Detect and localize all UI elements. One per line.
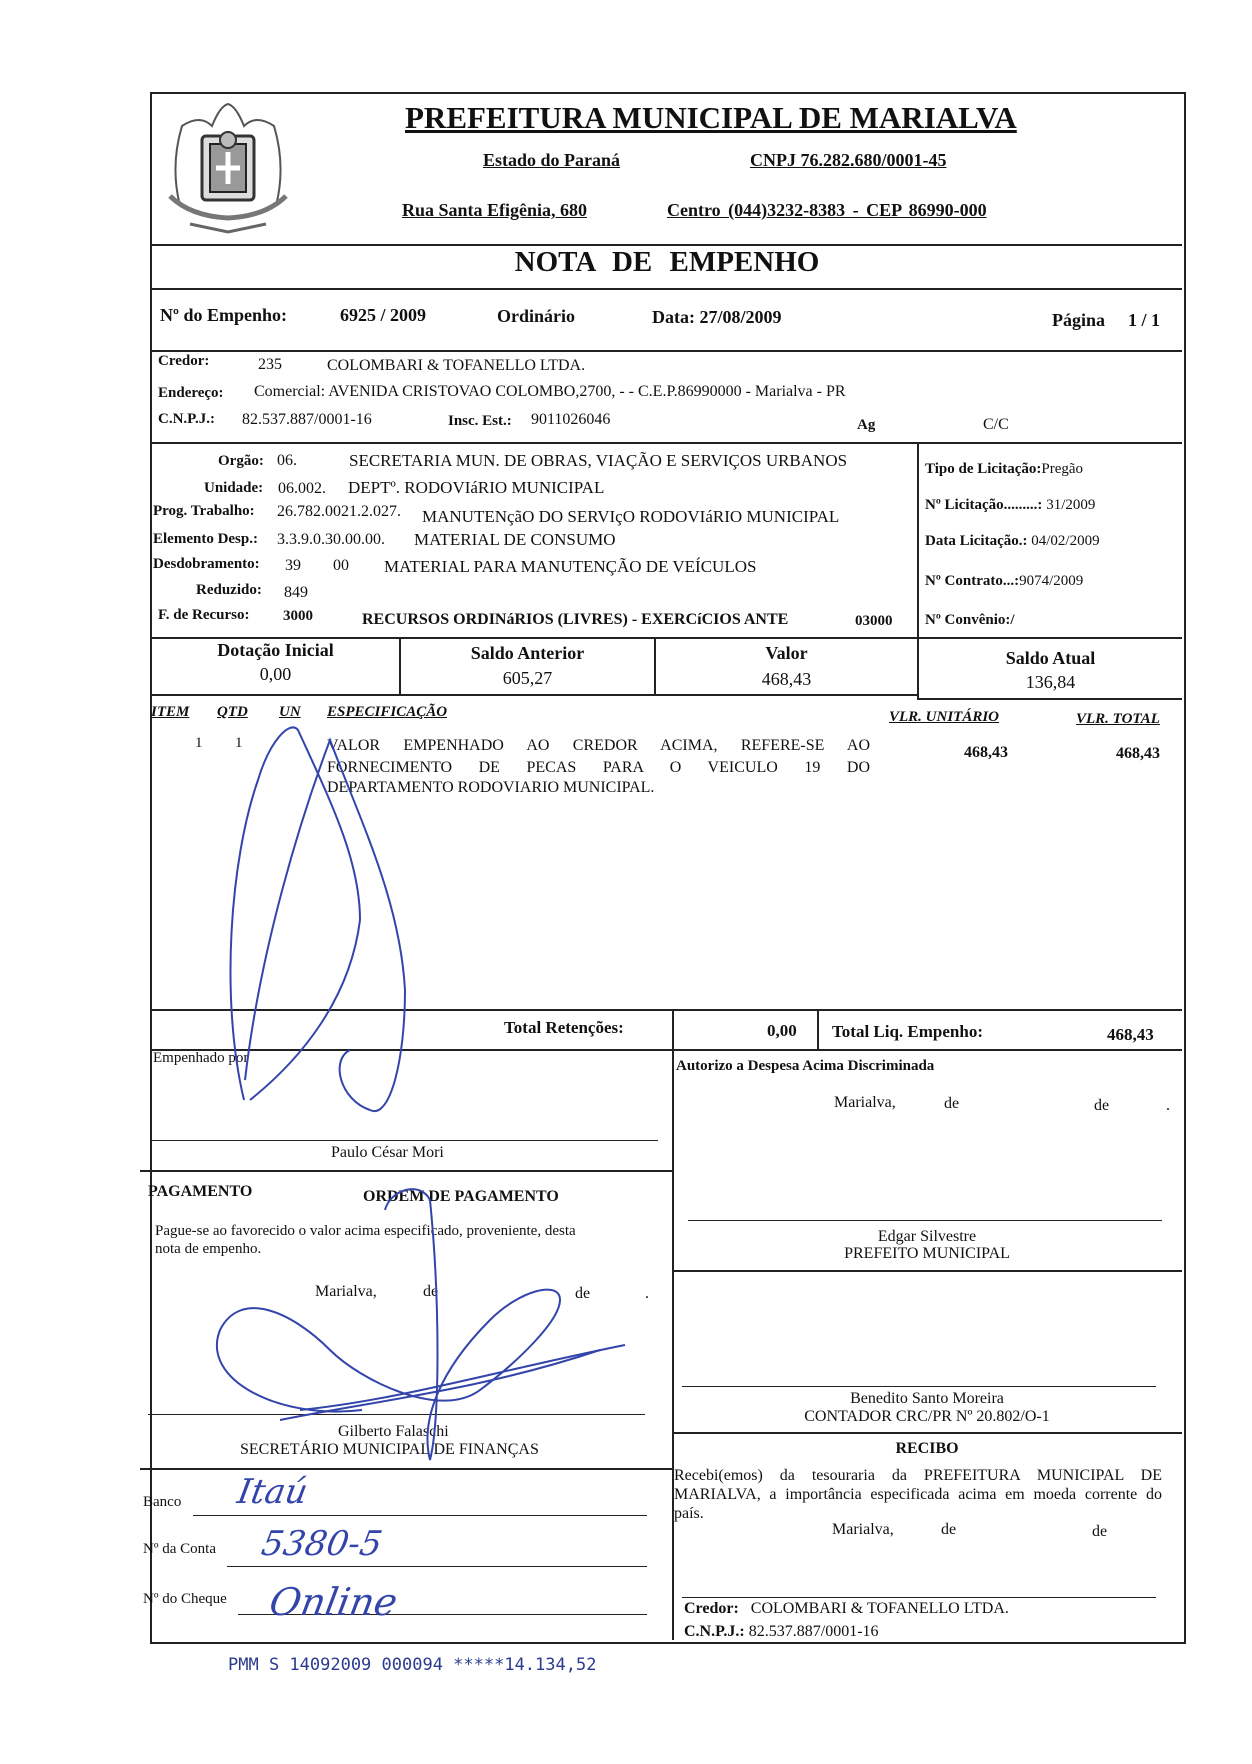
- desdobramento-name: MATERIAL PARA MANUTENÇÃO DE VEÍCULOS: [384, 557, 757, 576]
- item-vlr-unitario: 468,43: [964, 744, 1008, 761]
- ordem-de1: de: [423, 1283, 439, 1300]
- empenho-date: Data: 27/08/2009: [652, 307, 782, 327]
- contador-nome: Benedito Santo Moreira: [850, 1390, 1004, 1407]
- pagamento-label: PAGAMENTO: [148, 1183, 253, 1200]
- cc-label: C/C: [983, 416, 1009, 433]
- payment-stamp: PMM S 14092009 000094 *****14.134,52: [228, 1655, 597, 1675]
- saldo-atual-value: 136,84: [1025, 672, 1076, 692]
- page-number: 1 / 1: [1128, 310, 1161, 330]
- desdobramento-label: Desdobramento:: [153, 556, 260, 572]
- autorizo-de2: de: [1094, 1097, 1110, 1114]
- orgao-name: SECRETARIA MUN. DE OBRAS, VIAÇÃO E SERVIÇOS URBANOS: [349, 451, 848, 470]
- desdobramento-code: 39: [285, 557, 301, 574]
- ordem-de2: de: [575, 1285, 591, 1302]
- col-especificacao: ESPECIFICAÇÃO: [327, 704, 448, 720]
- num-licitacao: Nº Licitação.........: 31/2009: [925, 497, 1096, 513]
- col-item: ITEM: [151, 704, 190, 720]
- recibo-credor: Credor: COLOMBARI & TOFANELLO LTDA.: [684, 1600, 1009, 1617]
- recibo-cnpj: C.N.P.J.: 82.537.887/0001-16: [684, 1623, 879, 1640]
- reduzido-value: 849: [284, 584, 308, 601]
- contador-cargo: CONTADOR CRC/PR Nº 20.802/O-1: [804, 1408, 1050, 1425]
- recibo-text-line1: Recebi(emos) da tesouraria da PREFEITURA MUNICIPAL DE: [674, 1467, 1162, 1484]
- col-qtd: QTD: [217, 704, 248, 720]
- fonte-recurso-label: F. de Recurso:: [158, 607, 250, 623]
- valor-value: 468,43: [761, 669, 812, 689]
- document-title: NOTA DE EMPENHO: [514, 246, 820, 278]
- num-convenio: Nº Convênio:/: [925, 612, 1015, 628]
- secretario-cargo: SECRETÁRIO MUNICIPAL DE FINANÇAS: [240, 1441, 539, 1458]
- col-vlr-total: VLR. TOTAL: [1076, 711, 1160, 727]
- dotacao-inicial-value: 0,00: [259, 664, 292, 684]
- empenho-number-label: Nº do Empenho:: [160, 305, 287, 325]
- handwritten-cheque: Online: [266, 1580, 401, 1624]
- saldo-atual-label: Saldo Atual: [1005, 648, 1096, 668]
- recibo-marialva: Marialva,: [832, 1521, 894, 1538]
- col-un: UN: [279, 704, 301, 720]
- endereco-label: Endereço:: [158, 385, 224, 401]
- total-retencoes-label: Total Retenções:: [504, 1018, 624, 1037]
- ordem-pagamento-label: ORDEM DE PAGAMENTO: [363, 1188, 559, 1205]
- recibo-de1: de: [941, 1521, 957, 1538]
- ordem-text-line1: Pague-se ao favorecido o valor acima especificado, proveniente, desta: [155, 1223, 576, 1239]
- signature-secretario: [217, 1189, 560, 1460]
- recibo-de2: de: [1092, 1523, 1108, 1540]
- item-desc-line3: DEPARTAMENTO RODOVIARIO MUNICIPAL.: [327, 779, 655, 796]
- empenhado-por-label: Empenhado por: [153, 1050, 249, 1066]
- item-qtd: 1: [235, 735, 243, 751]
- page-label: Página: [1052, 310, 1106, 330]
- reduzido-label: Reduzido:: [196, 582, 262, 598]
- saldo-anterior-label: Saldo Anterior: [470, 643, 585, 663]
- ordem-dot: .: [645, 1285, 649, 1302]
- municipality-cnpj: CNPJ 76.282.680/0001-45: [750, 150, 947, 170]
- desdobramento-subcode: 00: [333, 557, 349, 574]
- credor-cnpj-label: C.N.P.J.:: [158, 411, 215, 427]
- num-contrato: Nº Contrato...:9074/2009: [925, 573, 1084, 589]
- fonte-recurso-code2: 03000: [855, 613, 893, 629]
- unidade-name: DEPTº. RODOVIáRIO MUNICIPAL: [348, 478, 605, 497]
- tipo-licitacao: Tipo de Licitação:Pregão: [925, 461, 1084, 477]
- autorizo-dot: .: [1166, 1097, 1170, 1114]
- empenho-type: Ordinário: [497, 306, 576, 326]
- empenho-number: 6925 / 2009: [340, 305, 427, 325]
- ag-label: Ag: [857, 417, 876, 433]
- autorizo-marialva: Marialva,: [834, 1094, 896, 1111]
- fonte-recurso-name: RECURSOS ORDINáRIOS (LIVRES) - EXERCíCIOS ANTE: [362, 611, 789, 628]
- credor-name: COLOMBARI & TOFANELLO LTDA.: [327, 357, 586, 374]
- valor-label: Valor: [765, 643, 808, 663]
- data-licitacao: Data Licitação.: 04/02/2009: [925, 533, 1100, 549]
- saldo-anterior-value: 605,27: [502, 668, 553, 688]
- credor-cnpj: 82.537.887/0001-16: [242, 411, 372, 428]
- state-name: Estado do Paraná: [483, 150, 621, 170]
- dotacao-inicial-label: Dotação Inicial: [217, 640, 334, 660]
- insc-est-label: Insc. Est.:: [448, 413, 512, 429]
- conta-label: Nº da Conta: [143, 1541, 216, 1557]
- elemento-desp-code: 3.3.9.0.30.00.00.: [277, 531, 385, 548]
- recibo-text-line2: MARIALVA, a importância especificada acima em moeda corrente do: [674, 1486, 1162, 1503]
- elemento-desp-name: MATERIAL DE CONSUMO: [414, 530, 616, 549]
- unidade-code: 06.002.: [278, 480, 326, 497]
- secretario-nome: Gilberto Falaschi: [338, 1423, 449, 1440]
- cheque-label: Nº do Cheque: [143, 1591, 227, 1607]
- ordem-marialva: Marialva,: [315, 1283, 377, 1300]
- handwritten-conta: 5380-5: [258, 1524, 386, 1564]
- orgao-label: Orgão:: [218, 453, 264, 469]
- autorizo-label: Autorizo a Despesa Acima Discriminada: [676, 1058, 935, 1074]
- municipality-contact: Centro (044)3232-8383 - CEP 86990-000: [667, 200, 987, 220]
- item-number: 1: [195, 735, 203, 751]
- credor-endereco: Comercial: AVENIDA CRISTOVAO COLOMBO,2700, - - C.E.P.86990000 - Marialva - PR: [254, 383, 846, 400]
- fonte-recurso-code: 3000: [283, 608, 313, 624]
- unidade-label: Unidade:: [204, 480, 264, 496]
- prog-trabalho-label: Prog. Trabalho:: [153, 503, 255, 519]
- item-vlr-total: 468,43: [1116, 745, 1160, 762]
- municipality-title: PREFEITURA MUNICIPAL DE MARIALVA: [405, 100, 1017, 135]
- credor-code: 235: [258, 356, 282, 373]
- recibo-text-line3: país.: [674, 1505, 704, 1522]
- handwritten-banco: Itaú: [234, 1472, 311, 1512]
- item-desc-line2: FORNECIMENTO DE PECAS PARA O VEICULO 19 DO: [327, 759, 870, 776]
- prog-trabalho-name: MANUTENçãO DO SERVIçO RODOVIáRIO MUNICIPAL: [422, 507, 840, 526]
- total-retencoes-value: 0,00: [767, 1021, 797, 1040]
- prog-trabalho-code: 26.782.0021.2.027.: [277, 503, 401, 520]
- banco-label: Banco: [143, 1494, 182, 1510]
- municipality-address: Rua Santa Efigênia, 680: [402, 200, 588, 220]
- recibo-title: RECIBO: [895, 1440, 959, 1457]
- total-liq-label: Total Liq. Empenho:: [832, 1022, 983, 1041]
- orgao-code: 06.: [277, 452, 297, 469]
- col-vlr-unitario: VLR. UNITÁRIO: [889, 709, 1000, 725]
- total-liq-value: 468,43: [1107, 1025, 1154, 1044]
- insc-est: 9011026046: [531, 411, 611, 428]
- autorizo-de1: de: [944, 1095, 960, 1112]
- elemento-desp-label: Elemento Desp.:: [153, 531, 258, 547]
- credor-label: Credor:: [158, 353, 210, 369]
- prefeito-cargo: PREFEITO MUNICIPAL: [844, 1245, 1010, 1262]
- item-desc-line1: VALOR EMPENHADO AO CREDOR ACIMA, REFERE-SE AO: [327, 737, 870, 754]
- ordem-text-line2: nota de empenho.: [155, 1241, 262, 1257]
- prefeito-nome: Edgar Silvestre: [877, 1228, 977, 1245]
- empenhado-por-nome: Paulo César Mori: [331, 1144, 444, 1161]
